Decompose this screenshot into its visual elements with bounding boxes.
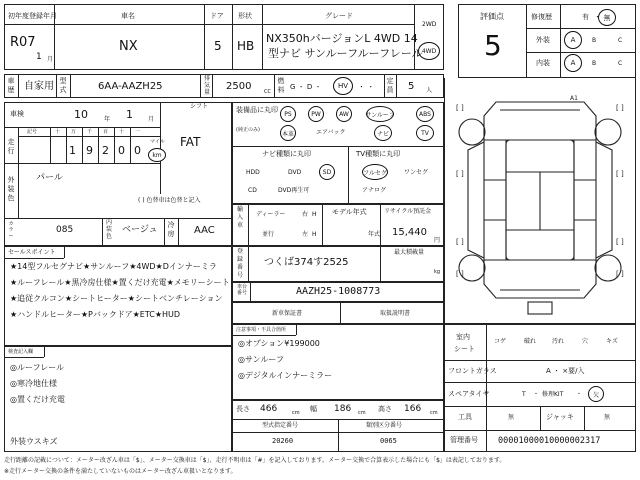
interior-label: 内装 [536, 59, 550, 67]
equip-leather-circle: 本革 [280, 125, 296, 141]
height-unit: cm [430, 410, 438, 416]
sales-points-label: セールスポイント [8, 249, 56, 256]
note-line: ◎デジタルインナーミラー [238, 371, 333, 380]
fuel-hv-circle: HV [333, 77, 353, 95]
model-year-unit: 年式 [368, 231, 381, 238]
glass-label: フロントガラス [448, 367, 497, 375]
interior-grade-c: C [618, 60, 623, 67]
mileage-km-circle: km [148, 148, 166, 162]
seat-item: 破れ [524, 338, 537, 345]
seat-item: コゲ [494, 338, 507, 345]
fuel-label: 燃 料 [277, 77, 285, 94]
new-car-warranty: 新車保証書 [272, 310, 303, 317]
grade-line1: NX350hバージョンL 4WD 14 [266, 32, 418, 45]
exterior-grade-a-circle: A [564, 31, 582, 49]
plate-value: つくば374す2525 [264, 257, 349, 268]
equip-airbag: エアバック [316, 129, 346, 136]
model-label: 型 式 [59, 77, 67, 94]
shift-value: FAT [180, 135, 201, 149]
repair-label: 修復歴 [531, 13, 552, 21]
digit-header-4: 十 [119, 129, 125, 135]
nav-dvd-playable: DVD再生可 [278, 187, 310, 194]
equipment-sub-label: (純正のみ) [236, 127, 260, 133]
length-value: 466 [260, 404, 278, 414]
svg-text:[ ]: [ ] [456, 238, 464, 246]
inspection-year-unit: 年 [104, 116, 111, 123]
doors-value: 5 [214, 39, 222, 53]
equip-aw-circle: AW [336, 106, 352, 122]
footer-line-1: 走行距離の記載について：メーター改ざん車は「$」、メーター交換車は「$」、走行不明車は「#」を記入しております。メーター交換で合算表示した場合にも「$」は表記しております。 [4, 457, 506, 464]
displacement-value: 2500 [226, 81, 252, 92]
import-parallel: 並行 [262, 231, 275, 238]
svg-text:[ ]: [ ] [616, 238, 624, 246]
spare-missing-circle: 欠 [588, 386, 604, 402]
digit-header-1: 万 [71, 129, 77, 135]
svg-text:[ ]: [ ] [456, 170, 464, 178]
chassis-value: AAZH25-1008773 [296, 286, 381, 297]
recycle-label: リサイクル預託金 [384, 208, 432, 215]
mileage-record-label: 記号 [27, 129, 38, 135]
sales-point-line: ★ルーフレール★黒冷房仕様★置くだけ充電★メモリーシート [10, 278, 230, 287]
equip-navi-circle: ナビ [374, 125, 392, 141]
capacity-label: 定 員 [386, 77, 394, 94]
interior-grade-b: B [592, 60, 597, 67]
width-label: 幅 [310, 405, 317, 413]
equipment-label: 装備品に丸印 [236, 106, 278, 114]
first-reg-month: 1 [36, 52, 42, 62]
inspection-month: 1 [126, 108, 133, 121]
car-history-value: 自家用 [24, 81, 54, 92]
spare-item: T [522, 391, 526, 398]
svg-text:[ ]: [ ] [616, 270, 624, 278]
max-load-unit: kg [434, 269, 441, 275]
glass-items: A ・ ×要/入 [546, 367, 585, 375]
width-unit: cm [358, 410, 366, 416]
class-number-label: 類別区分番号 [366, 422, 403, 429]
plate-label: 登 録 番 号 [236, 248, 243, 279]
spare-item: 修理KIT [542, 391, 564, 398]
mileage-digit: 1 [69, 144, 76, 157]
digit-header-2: 千 [87, 129, 93, 135]
max-load-label: 最大積載量 [394, 249, 425, 256]
interior-color: ベージュ [122, 225, 158, 235]
exterior-label: 外装 [536, 36, 550, 44]
spare-tire-label: スペアタイヤ [448, 390, 490, 398]
inspection-month-unit: 月 [148, 116, 155, 123]
capacity-unit: 人 [426, 87, 433, 94]
aircon-value: AAC [194, 225, 215, 236]
fuel-rest: ・ ・ [358, 83, 375, 91]
color-label: 外 装 色 [7, 176, 15, 202]
mgmt-number: 00001000010000002317 [498, 436, 601, 446]
svg-text:[ ]: [ ] [456, 104, 464, 112]
recycle-value: 15,440 [392, 227, 427, 238]
car-history-label: 車 歴 [7, 77, 15, 94]
height-value: 166 [404, 404, 422, 414]
nav-cd: CD [248, 187, 257, 194]
mileage-digit: 0 [118, 144, 125, 157]
model-value: 6AA-AAZH25 [98, 81, 163, 92]
inspector-label: 検査記入欄 [8, 349, 34, 355]
model-year-label: モデル年式 [332, 208, 367, 216]
tools-label: 工具 [458, 413, 472, 421]
seat-item: 汚れ [552, 338, 565, 345]
doors-label: ドア [210, 12, 224, 20]
shape-label: 形状 [238, 12, 252, 20]
svg-text:[ ]: [ ] [616, 170, 624, 178]
jack-label: ジャッキ [546, 413, 574, 421]
mileage-label: 走 行 [7, 138, 15, 155]
notes-label: 注意事項・不具合箇所 [236, 327, 287, 333]
length-label: 長さ [236, 405, 250, 413]
sales-point-line: ★14型フルセグナビ★サンルーフ★4WD★Dインナーミラ [10, 262, 217, 271]
grade-line2: 型ナビ サンルーフルーフレール [268, 47, 423, 60]
nav-type-label: ナビ種類に丸印 [262, 150, 311, 158]
import-left-value: H [312, 231, 317, 238]
exterior-grade-b: B [592, 37, 597, 44]
first-reg-value: R07 [10, 35, 36, 50]
chassis-label: 車台 番号 [236, 284, 247, 296]
import-label: 輸 入 車 [236, 206, 243, 229]
drive-4wd-circle: 4WD [418, 42, 440, 60]
repair-no-circle: 無 [598, 9, 616, 26]
tv-type-label: TV種類に丸印 [356, 150, 401, 158]
exterior-grade-c: C [618, 37, 623, 44]
tv-fullseg-circle: フルセグ [362, 164, 388, 180]
interior-color-label: 内 装 色 [105, 219, 112, 240]
type-number-label: 型式指定番号 [262, 422, 299, 429]
seat-label-2: シート [454, 345, 475, 353]
repair-yes: 有 [582, 13, 589, 21]
nav-hdd: HDD [246, 169, 260, 176]
mileage-digit: 9 [86, 144, 93, 157]
height-label: 高さ [378, 405, 392, 413]
import-right-label: 右 [302, 211, 309, 218]
fuel-options: G ・ D ・ [290, 83, 322, 91]
capacity-value: 5 [408, 81, 415, 92]
length-unit: cm [292, 410, 300, 416]
equip-abs-circle: ABS [416, 106, 434, 122]
mileage-digit: 0 [134, 144, 141, 157]
inspector-bottom: 外装ウスキズ [10, 437, 58, 446]
seat-label-1: 室内 [456, 333, 470, 341]
footer-line-2: ※走行メーター交換の条件を満たしていないものはメーター改ざん車扱いとなります。 [4, 468, 237, 475]
class-number: 0065 [380, 437, 397, 445]
jack-value: 無 [604, 414, 611, 421]
recycle-unit: 円 [434, 237, 441, 244]
inspection-label: 車検 [10, 110, 24, 118]
seat-item: 穴 [582, 338, 589, 345]
digit-header-0: 十 [55, 129, 61, 135]
import-dealer: ディーラー [256, 211, 286, 218]
car-name-label: 車名 [121, 12, 135, 20]
interior-grade-a-circle: A [564, 54, 582, 72]
score-value: 5 [484, 29, 502, 62]
owner-manual: 取扱説明書 [380, 310, 411, 317]
inspector-line: ◎ルーフレール [10, 363, 65, 372]
inspector-line: ◎置くだけ充電 [10, 395, 65, 404]
digit-header-3: 百 [103, 129, 109, 135]
grade-label: グレード [325, 12, 353, 20]
inspection-year: 10 [74, 108, 88, 121]
score-label: 評価点 [480, 12, 504, 21]
mileage-digit: 2 [102, 144, 109, 157]
inspector-line: ◎寒冷地仕様 [10, 379, 57, 388]
width-value: 186 [334, 404, 352, 414]
seat-item: キズ [606, 338, 618, 345]
shape-value: HB [237, 39, 255, 53]
vehicle-diagram-drawing [446, 80, 634, 322]
sales-point-line: ★ハンドルヒーター★Pバックドア★ETC★HUD [10, 310, 181, 319]
type-number: 20260 [272, 437, 294, 445]
displacement-unit: CC [264, 89, 271, 95]
import-right-value: H [312, 211, 317, 218]
first-reg-label: 初年度登録年月 [8, 12, 57, 20]
mile-label: マイル [150, 139, 165, 145]
equip-pw-circle: PW [308, 106, 324, 122]
diagram-a1-label: A1 [570, 95, 578, 102]
equip-ps-circle: PS [280, 106, 296, 122]
drive-2wd: 2WD [422, 21, 437, 28]
color-code: 085 [56, 225, 74, 235]
svg-text:[ ]: [ ] [456, 270, 464, 278]
color-value: パール [36, 173, 63, 183]
tv-analog: アナログ [362, 187, 387, 194]
sales-point-line: ★追従クルコン★シートヒーター★シートベンチレーション [10, 294, 223, 303]
mgmt-label: 管理番号 [450, 436, 478, 444]
color-note: ( ) 色替車は色替と記入 [138, 197, 201, 204]
equip-tv-circle: TV [416, 125, 434, 141]
nav-dvd: DVD [288, 169, 302, 176]
nav-sd-circle: SD [319, 164, 335, 180]
shift-label: シフト [190, 103, 209, 110]
note-line: ◎オプション¥199000 [238, 339, 320, 348]
digit-header-5: 一 [135, 129, 141, 135]
svg-text:[ ]: [ ] [616, 104, 624, 112]
displacement-label: 排 気 量 [203, 75, 210, 96]
documents-block [232, 302, 444, 324]
note-line: ◎サンルーフ [238, 355, 284, 364]
first-reg-month-unit: 月 [47, 56, 54, 63]
equip-sunroof-circle: サンルーフ [366, 106, 394, 122]
color-code-label: カ ラ ー [8, 221, 14, 239]
car-name: NX [119, 39, 138, 54]
tools-value: 無 [508, 414, 515, 421]
tv-oneseg: ワンセグ [404, 169, 429, 176]
import-left-label: 左 [302, 231, 309, 238]
aircon-label: 冷 房 [167, 221, 175, 238]
